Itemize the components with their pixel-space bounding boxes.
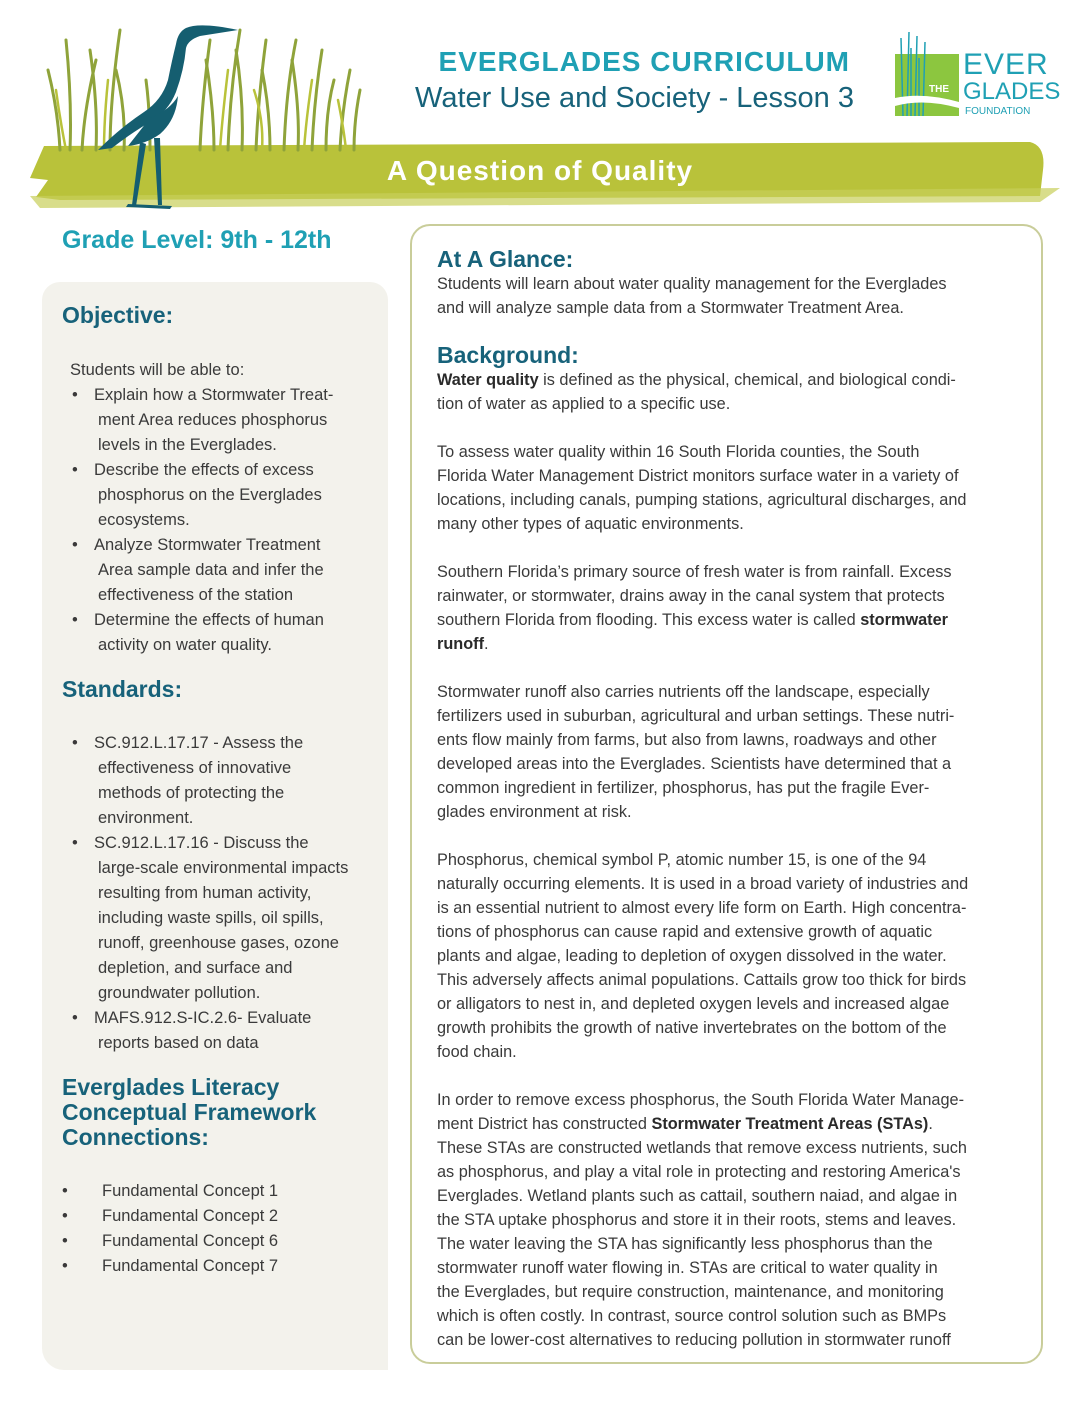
- list-item: • Explain how a Stormwater Treat- ment Area reduces phosphorus levels in the Everglades.: [70, 383, 333, 458]
- list-item: • SC.912.L.17.16 - Discuss the large-scale environmental impacts resulting from human activity, including waste spills, oil spills, runoff, greenhouse gases, ozone depletion, and surface and groundwater pollution.: [70, 831, 348, 1006]
- lesson-title: Water Use and Society - Lesson 3: [415, 82, 854, 114]
- background-heading: Background:: [437, 342, 579, 368]
- list-item: • Fundamental Concept 1: [70, 1179, 278, 1204]
- series-title: EVERGLADES CURRICULUM: [438, 46, 850, 77]
- objective-list: [70, 383, 333, 658]
- literacy-list: [70, 1179, 278, 1279]
- objective-heading: Objective:: [62, 302, 174, 328]
- grade-level: Grade Level: 9th - 12th: [62, 226, 332, 254]
- background-paragraph-3: Southern Florida’s primary source of fresh water is from rainfall. Excess rainwater, or stormwater, drains away in the canal system that protects southern Florida from flooding. This excess water is called stormwater runoff.: [437, 563, 952, 653]
- grass-icon: [48, 30, 360, 150]
- list-item: • Describe the effects of excess phosphorus on the Everglades ecosystems.: [70, 458, 333, 533]
- literacy-heading: Everglades Literacy Conceptual Framework Connections:: [62, 1074, 317, 1150]
- glance-heading: At A Glance:: [437, 246, 574, 272]
- list-item: • SC.912.L.17.17 - Assess the effectiveness of innovative methods of protecting the environment.: [70, 731, 348, 831]
- standards-heading: Standards:: [62, 676, 183, 702]
- list-item: • Fundamental Concept 2: [70, 1204, 278, 1229]
- list-item: • Fundamental Concept 6: [70, 1229, 278, 1254]
- list-item: • Determine the effects of human activity on water quality.: [70, 608, 333, 658]
- objective-intro: Students will be able to:: [70, 361, 245, 379]
- list-item: • MAFS.912.S-IC.2.6- Evaluate reports based on data: [70, 1006, 348, 1056]
- page-title: A Question of Quality: [386, 155, 694, 186]
- background-paragraph-1: Water quality is defined as the physical, chemical, and biological condi- tion of water as applied to a specific use.: [437, 371, 956, 413]
- standards-list: [70, 731, 348, 1056]
- glance-text: Students will learn about water quality management for the Everglades and will analyze sample data from a Stormwater Treatment Area.: [437, 275, 947, 317]
- background-paragraph-2: To assess water quality within 16 South Florida counties, the South Florida Water Management District monitors surface water in a variety of locations, including canals, pumping stations, agricultural discharges, and many other types of aquatic environments.: [437, 443, 967, 533]
- background-paragraph-6: In order to remove excess phosphorus, the South Florida Water Manage- ment District has constructed Stormwater Treatment Areas (STAs). These STAs are constructed wetlands that remove excess nutrients, such as phosphorus, and play a vital role in protecting and restoring America's Everglades. Wetland plants such as cattail, southern naiad, and algae in the STA uptake phosphorus and store it in their roots, stems and leaves. The water leaving the STA has significantly less phosphorus than the stormwater runoff water flowing in. STAs are critical to water quality in the Everglades, but require construction, maintenance, and monitoring which is often costly. In contrast, source control solution such as BMPs can be lower-cost alternatives to reducing pollution in stormwater runoff: [437, 1091, 967, 1349]
- list-item: • Analyze Stormwater Treatment Area sample data and infer the effectiveness of the station: [70, 533, 333, 608]
- everglades-foundation-logo: THE EVER GLADES FOUNDATION: [893, 28, 1043, 120]
- list-item: • Fundamental Concept 7: [70, 1254, 278, 1279]
- background-paragraph-4: Stormwater runoff also carries nutrients off the landscape, especially fertilizers used in suburban, agricultural and urban settings. These nutri- ents flow mainly from farms, but also from lawns, roadways and other developed areas into the Everglades. Scientists have determined that a common ingredient in fertilizer, phosphorus, has put the fragile Ever- glades environment at risk.: [437, 683, 955, 821]
- background-paragraph-5: Phosphorus, chemical symbol P, atomic number 15, is one of the 94 naturally occurring elements. It is used in a broad variety of industries and is an essential nutrient to almost every life form on Earth. High concentra- tions of phosphorus can cause rapid and extensive growth of aquatic plants and algae, leading to depletion of oxygen dissolved in the water. This adversely affects animal populations. Cattails grow too thick for birds or alligators to nest in, and depleted oxygen levels and increased algae growth prohibits the growth of native invertebrates on the bottom of the food chain.: [437, 851, 969, 1061]
